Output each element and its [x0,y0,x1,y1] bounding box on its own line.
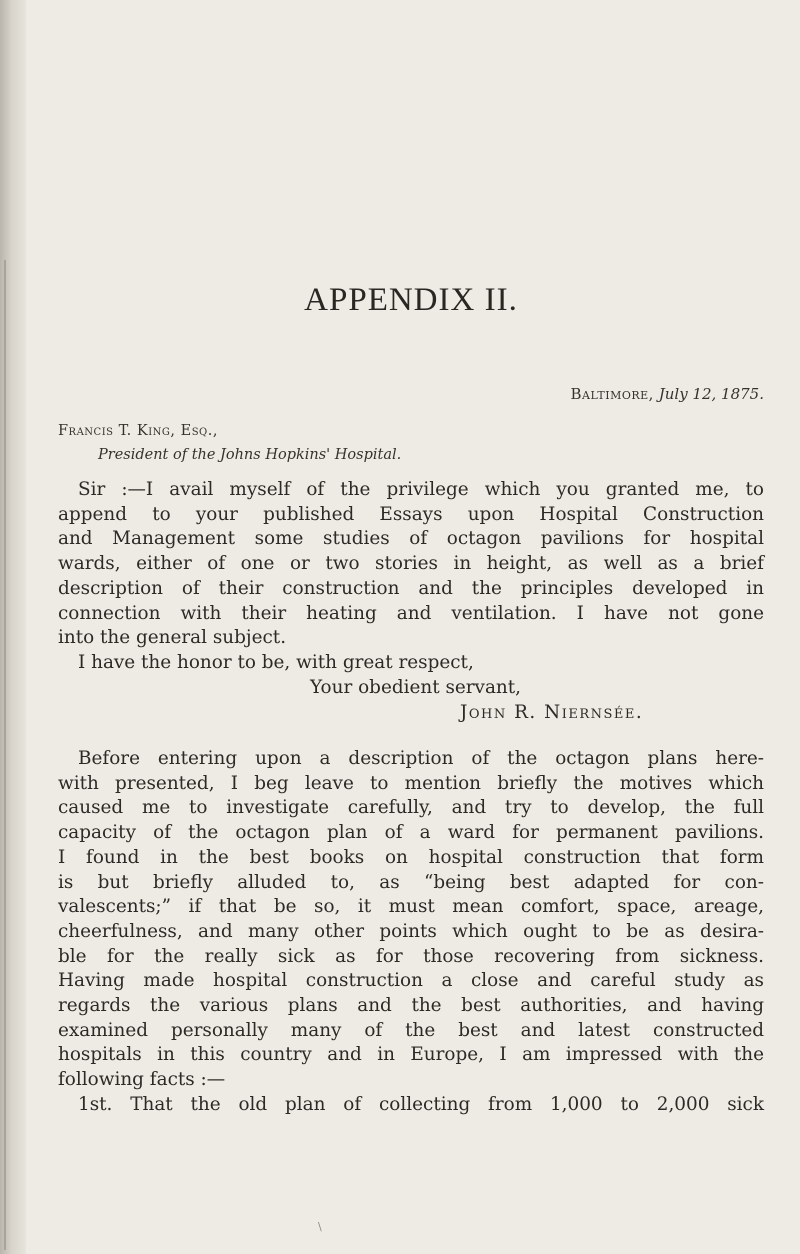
body-line: ble for the really sick as for those recovering from sickness. [58,945,764,967]
letter-body [58,478,764,651]
body-line: caused me to investigate carefully, and try to develop, the full [58,797,764,819]
recipient-title: President of the Johns Hopkins' Hospital. [98,447,402,463]
letter-dateline [571,385,764,403]
body-line: regards the various plans and the best authorities, and having [58,995,764,1017]
binding-gutter [0,0,26,1254]
body-line: capacity of the octagon plan of a ward for permanent pavilions. [58,822,764,844]
body-line: Having made hospital construction a close and careful study as [58,970,764,992]
body-line: is but briefly alluded to, as “being best adapted for con- [58,871,764,893]
letter-line: append to your published Essays upon Hospital Construction [58,503,764,525]
closing-respect: I have the honor to be, with great respect, [78,652,474,673]
letter-line: and Management some studies of octagon pavilions for hospital [58,528,764,550]
body-line: I found in the best books on hospital construction that form [58,846,764,868]
letter-line: Sir :—I avail myself of the privilege which you granted me, to [78,479,764,500]
letter-line: connection with their heating and ventilation. I have not gone [58,602,764,624]
dateline-place: Baltimore, [570,385,654,403]
binding-edge-line [4,260,6,1250]
body-line: cheerfulness, and many other points which ought to be as desira- [58,920,764,942]
body-line: with presented, I beg leave to mention briefly the motives which [58,772,764,794]
dateline-date: July 12, 1875. [658,385,764,403]
body-line: examined personally many of the best and latest constructed [58,1019,764,1041]
letter-line: description of their construction and the principles developed in [58,577,764,599]
letter-recipient: Francis T. King, Esq., [58,423,218,439]
signature: John R. Niernsée. [460,702,644,723]
body-line: 1st. That the old plan of collecting from 1,000 to 2,000 sick [78,1093,764,1115]
letter-line: into the general subject. [58,627,287,649]
body-line: valescents;” if that be so, it must mean comfort, space, areage, [58,896,764,918]
body-line: hospitals in this country and in Europe, I am impressed with the [58,1044,764,1066]
page-mark: \ [318,1220,322,1233]
main-paragraph [58,747,764,1118]
body-line: Before entering upon a description of the octagon plans here- [78,748,764,769]
letter-line: wards, either of one or two stories in height, as well as a brief [58,553,764,575]
closing-servant: Your obedient servant, [310,677,521,698]
body-line: following facts :— [58,1069,226,1091]
appendix-heading: APPENDIX II. [304,282,518,318]
